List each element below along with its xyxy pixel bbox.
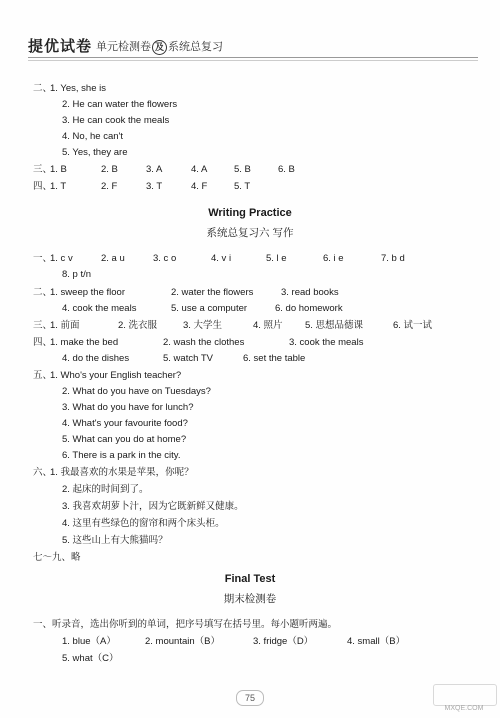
answer-cell: 4. A bbox=[191, 164, 208, 175]
answer-line: 5. 这些山上有大熊猫吗？ bbox=[62, 535, 168, 546]
brand-logo: 提优试卷 bbox=[28, 39, 93, 55]
section-title: Final Test bbox=[224, 573, 276, 585]
answer-line: 4. What's your favourite food? bbox=[62, 418, 188, 429]
page-number: 75 bbox=[236, 690, 264, 706]
answer-cell: 2. 洗衣服 bbox=[118, 320, 158, 331]
answer-row bbox=[33, 164, 473, 176]
answer-cell: 4. F bbox=[191, 181, 208, 192]
answer-cell: 6. B bbox=[278, 164, 295, 175]
answer-row bbox=[33, 353, 473, 365]
answer-line: 3. 我喜欢胡萝卜汁，因为它既新鲜又健康。 bbox=[62, 501, 244, 512]
answer-cell: 4. v i bbox=[211, 253, 232, 264]
section-marker: 三、 bbox=[33, 320, 53, 331]
answer-cell: 2. water the flowers bbox=[171, 287, 254, 298]
answer-cell: 6. 试一试 bbox=[393, 320, 433, 331]
answer-cell: 5. B bbox=[234, 164, 251, 175]
answer-line: 4. 这里有些绿色的窗帘和两个床头柜。 bbox=[62, 518, 225, 529]
section-marker: 四、 bbox=[33, 181, 53, 192]
header-divider-thin bbox=[28, 60, 478, 61]
section-subtitle: 期末检测卷 bbox=[223, 593, 277, 605]
answer-cell: 3. A bbox=[146, 164, 163, 175]
answer-cell: 3. read books bbox=[281, 287, 339, 298]
answer-cell: 2. B bbox=[101, 164, 118, 175]
section-marker: 二、 bbox=[33, 287, 53, 298]
answer-cell: 5. l e bbox=[266, 253, 287, 264]
answer-cell: 1. make the bed bbox=[50, 337, 119, 348]
answer-cell: 1. 前面 bbox=[50, 320, 80, 331]
answer-row bbox=[33, 653, 473, 665]
answer-line: 1. 我最喜欢的水果是苹果，你呢？ bbox=[50, 467, 194, 478]
page-header bbox=[28, 33, 478, 57]
answer-line: 5. What can you do at home? bbox=[62, 434, 187, 445]
section-marker: 六、 bbox=[33, 467, 53, 478]
answer-line: 8. p t/n bbox=[62, 269, 92, 280]
answer-line: 2. 起床的时间到了。 bbox=[62, 484, 149, 495]
answer-cell: 3. fridge（D） bbox=[253, 636, 314, 647]
answer-cell: 1. B bbox=[50, 164, 67, 175]
answer-line: 4. No, he can't bbox=[62, 131, 123, 142]
answer-row bbox=[33, 303, 473, 315]
section-marker: 二、 bbox=[33, 83, 53, 94]
watermark bbox=[433, 684, 495, 714]
answer-row bbox=[33, 337, 473, 349]
answer-cell: 2. mountain（B） bbox=[145, 636, 220, 647]
answer-cell: 3. T bbox=[146, 181, 163, 192]
answer-cell: 3. 大学生 bbox=[183, 320, 223, 331]
answer-cell: 5. use a computer bbox=[171, 303, 248, 314]
answer-row bbox=[33, 636, 473, 648]
answer-cell: 6. i e bbox=[323, 253, 344, 264]
answer-cell: 3. c o bbox=[153, 253, 177, 264]
answer-cell: 3. cook the meals bbox=[289, 337, 364, 348]
section-marker: 四、 bbox=[33, 337, 53, 348]
answer-cell: 4. 照片 bbox=[253, 320, 283, 331]
answer-line: 3. What do you have for lunch? bbox=[62, 402, 194, 413]
answer-row bbox=[33, 253, 473, 265]
answer-cell: 5. T bbox=[234, 181, 251, 192]
watermark-stamp-icon bbox=[433, 684, 497, 706]
answer-line: 2. What do you have on Tuesdays? bbox=[62, 386, 211, 397]
answer-cell: 7. b d bbox=[381, 253, 405, 264]
answer-cell: 6. do homework bbox=[275, 303, 343, 314]
answer-cell: 1. sweep the floor bbox=[50, 287, 125, 298]
section-title: Writing Practice bbox=[208, 207, 292, 219]
section-marker: 一、 bbox=[33, 253, 53, 264]
answer-line: 3. He can cook the meals bbox=[62, 115, 170, 126]
answer-cell: 2. a u bbox=[101, 253, 125, 264]
answer-cell: 4. small（B） bbox=[347, 636, 406, 647]
answer-cell: 2. F bbox=[101, 181, 118, 192]
answer-cell: 4. do the dishes bbox=[62, 353, 130, 364]
answer-cell: 6. set the table bbox=[243, 353, 306, 364]
answer-cell: 1. c v bbox=[50, 253, 73, 264]
section-subtitle: 系统总复习六 写作 bbox=[206, 227, 294, 239]
answer-row bbox=[33, 181, 473, 193]
answer-cell: 1. T bbox=[50, 181, 67, 192]
answer-cell: 4. cook the meals bbox=[62, 303, 137, 314]
ji-badge: 及 bbox=[152, 40, 167, 55]
answer-cell: 1. blue（A） bbox=[62, 636, 116, 647]
answer-cell: 5. what（C） bbox=[62, 653, 119, 664]
answer-cell: 5. 思想品德课 bbox=[305, 320, 364, 331]
section-marker: 五、 bbox=[33, 370, 53, 381]
answer-line: 5. Yes, they are bbox=[62, 147, 128, 158]
answer-cell: 5. watch TV bbox=[163, 353, 213, 364]
header-divider bbox=[28, 57, 478, 58]
section-marker: 三、 bbox=[33, 164, 53, 175]
answer-line: 1. Who's your English teacher? bbox=[50, 370, 182, 381]
answer-row bbox=[33, 320, 473, 332]
watermark-url: MXQE.COM bbox=[444, 705, 484, 712]
answer-line: 1. Yes, she is bbox=[50, 83, 106, 94]
instruction-line: 一、听录音，选出你听到的单词，把序号填写在括号里。每小题听两遍。 bbox=[33, 619, 338, 630]
header-subtitle: 单元检测卷 及 系统总复习 bbox=[96, 41, 223, 53]
answer-line: 七～九、略 bbox=[33, 552, 81, 563]
answer-line: 2. He can water the flowers bbox=[62, 99, 178, 110]
answer-row bbox=[33, 287, 473, 299]
answer-cell: 2. wash the clothes bbox=[163, 337, 245, 348]
answer-line: 6. There is a park in the city. bbox=[62, 450, 181, 461]
